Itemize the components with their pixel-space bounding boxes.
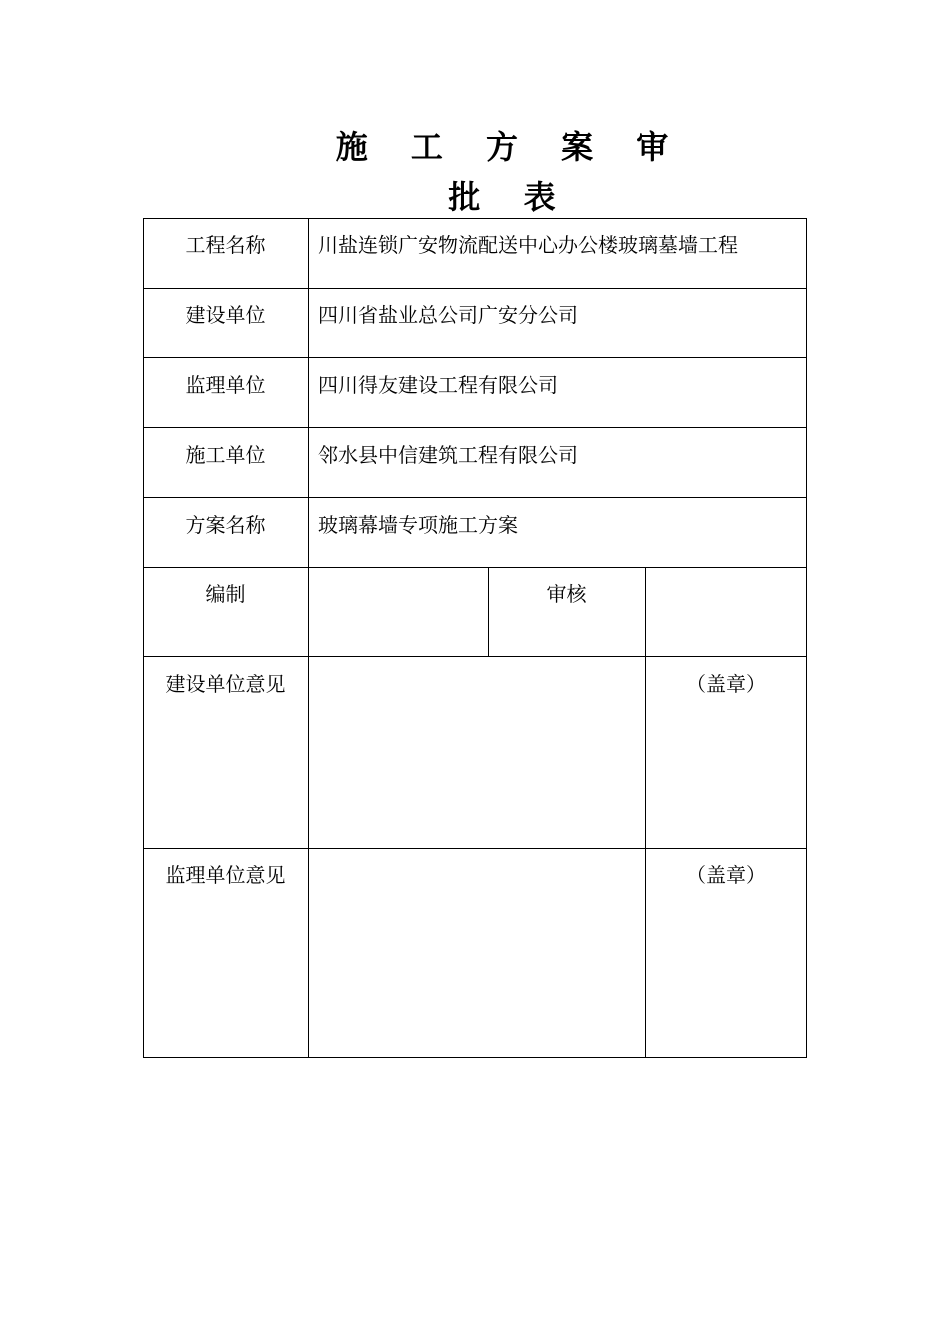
construction-stamp: （盖章） xyxy=(686,672,766,696)
contractor-unit-label: 施工单位 xyxy=(185,443,266,467)
construction-unit-label: 建设单位 xyxy=(185,303,266,327)
construction-opinion-field xyxy=(309,657,645,848)
construction-unit-value: 四川省盐业总公司广安分公司 xyxy=(318,303,578,327)
compile-field xyxy=(309,568,488,656)
construction-opinion-label: 建设单位意见 xyxy=(165,672,286,696)
project-name-label: 工程名称 xyxy=(185,233,266,257)
plan-name-label: 方案名称 xyxy=(185,513,266,537)
compile-label: 编制 xyxy=(205,582,246,606)
review-label: 审核 xyxy=(546,582,587,606)
plan-name-value: 玻璃幕墙专项施工方案 xyxy=(318,513,518,537)
supervision-unit-label: 监理单位 xyxy=(185,373,266,397)
review-field xyxy=(646,568,806,656)
supervision-opinion-label: 监理单位意见 xyxy=(165,863,286,887)
document-title: 施 工 方 案 审 批 表 xyxy=(335,128,685,216)
contractor-unit-value: 邻水县中信建筑工程有限公司 xyxy=(318,443,578,467)
supervision-unit-value: 四川得友建设工程有限公司 xyxy=(318,373,558,397)
supervision-opinion-field xyxy=(309,849,645,1057)
supervision-stamp: （盖章） xyxy=(686,863,766,887)
project-name-value: 川盐连锁广安物流配送中心办公楼玻璃墓墙工程 xyxy=(318,233,738,257)
